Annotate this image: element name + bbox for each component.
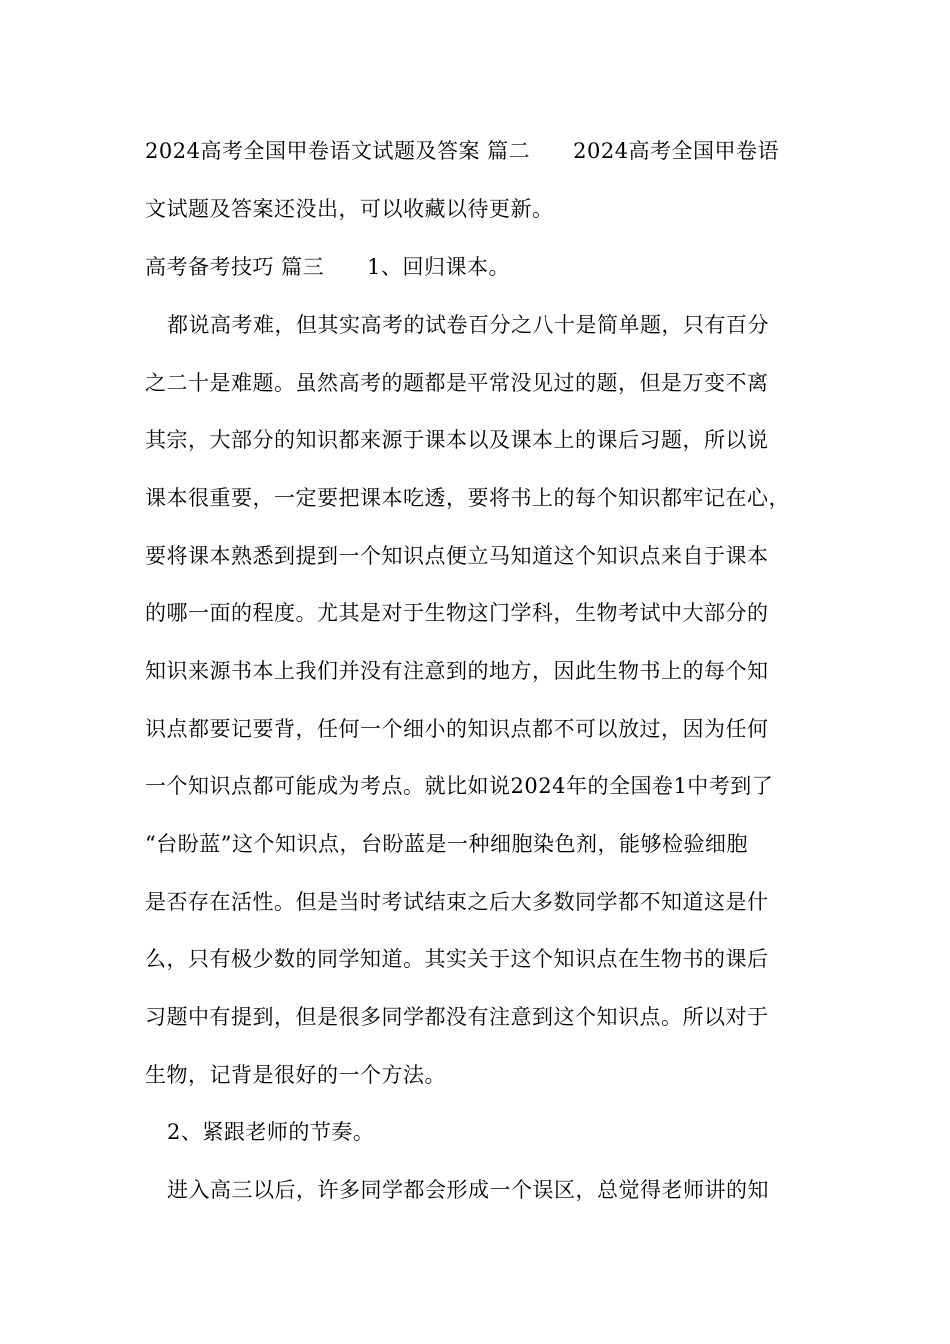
text-line: “台盼蓝”这个知识点，台盼蓝是一种细胞染色剂，能够检验细胞 <box>145 832 748 856</box>
text-line: 其宗，大部分的知识都来源于课本以及课本上的课后习题，所以说 <box>145 428 769 452</box>
text-line: 都说高考难，但其实高考的试卷百分之八十是简单题，只有百分 <box>167 313 769 337</box>
text-line: 2024高考全国甲卷语文试题及答案 篇二 2024高考全国甲卷语 <box>145 139 780 163</box>
section-heading: 2、紧跟老师的节奏。 <box>167 1120 375 1144</box>
text-line: 要将课本熟悉到提到一个知识点便立马知道这个知识点来自于课本 <box>145 544 769 568</box>
section-heading: 高考备考技巧 篇三 1、回归课本。 <box>145 255 511 279</box>
text-line: 一个知识点都可能成为考点。就比如说2024年的全国卷1中考到了 <box>145 774 774 798</box>
text-line: 进入高三以后，许多同学都会形成一个误区，总觉得老师讲的知 <box>167 1178 769 1202</box>
text-line: 识点都要记要背，任何一个细小的知识点都不可以放过，因为任何 <box>145 717 769 741</box>
text-line: 文试题及答案还没出，可以收藏以待更新。 <box>145 197 554 221</box>
text-line: 之二十是难题。虽然高考的题都是平常没见过的题，但是万变不离 <box>145 371 769 395</box>
text-line: 习题中有提到，但是很多同学都没有注意到这个知识点。所以对于 <box>145 1005 769 1029</box>
text-line: 生物，记背是很好的一个方法。 <box>145 1063 446 1087</box>
text-line: 的哪一面的程度。尤其是对于生物这门学科，生物考试中大部分的 <box>145 601 769 625</box>
text-line: 知识来源书本上我们并没有注意到的地方，因此生物书上的每个知 <box>145 659 769 683</box>
text-line: 么，只有极少数的同学知道。其实关于这个知识点在生物书的课后 <box>145 947 769 971</box>
text-line: 课本很重要，一定要把课本吃透，要将书上的每个知识都牢记在心， <box>145 486 790 510</box>
text-line: 是否存在活性。但是当时考试结束之后大多数同学都不知道这是什 <box>145 890 769 914</box>
